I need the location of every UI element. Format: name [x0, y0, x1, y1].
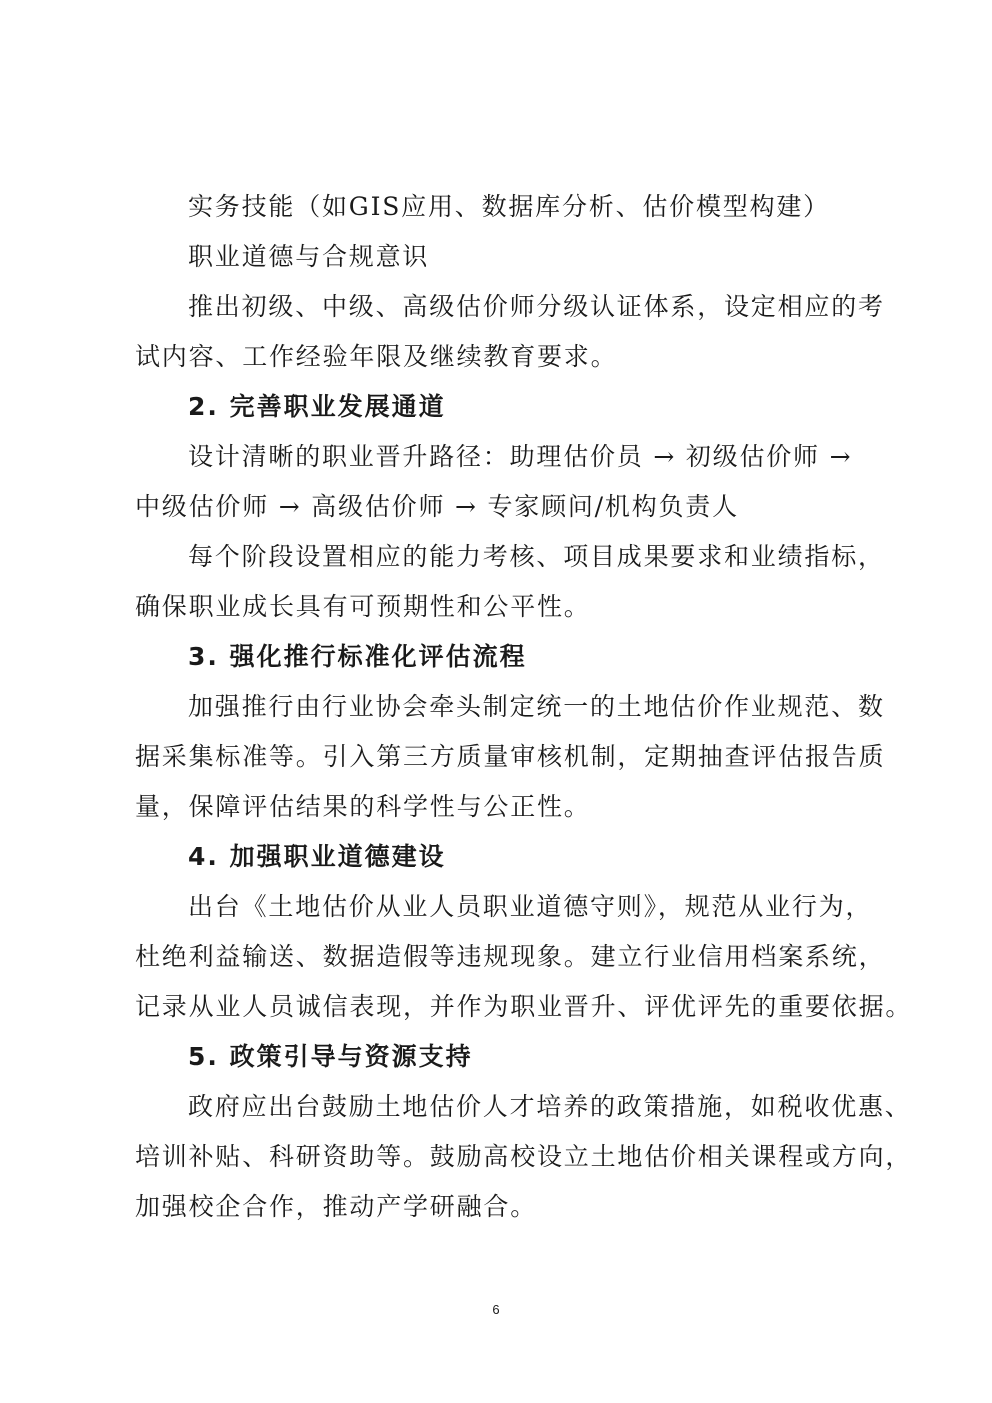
body-line: 加强校企合作，推动产学研融合。: [135, 1192, 538, 1221]
body-line: 杜绝利益输送、数据造假等违规现象。建立行业信用档案系统，: [135, 942, 886, 971]
page-number: 6: [492, 1302, 500, 1317]
body-line: 设计清晰的职业晋升路径：助理估价员 → 初级估价师 →: [188, 442, 853, 471]
body-line: 培训补贴、科研资助等。鼓励高校设立土地估价相关课程或方向，: [135, 1142, 913, 1171]
section-heading: 3. 强化推行标准化评估流程: [188, 642, 527, 671]
body-line: 实务技能（如GIS应用、数据库分析、估价模型构建）: [188, 192, 830, 221]
body-line: 确保职业成长具有可预期性和公平性。: [135, 592, 591, 621]
document-body: [135, 182, 913, 1232]
section-heading: 2. 完善职业发展通道: [188, 392, 446, 421]
body-line: 每个阶段设置相应的能力考核、项目成果要求和业绩指标，: [188, 542, 885, 571]
body-line: 记录从业人员诚信表现，并作为职业晋升、评优评先的重要依据。: [135, 992, 913, 1021]
body-line: 试内容、工作经验年限及继续教育要求。: [135, 342, 618, 371]
body-line: 职业道德与合规意识: [188, 242, 430, 271]
body-line: 量，保障评估结果的科学性与公正性。: [135, 792, 591, 821]
body-line: 中级估价师 → 高级估价师 → 专家顾问/机构负责人: [135, 492, 739, 521]
body-line: 据采集标准等。引入第三方质量审核机制，定期抽查评估报告质: [135, 742, 886, 771]
body-line: 加强推行由行业协会牵头制定统一的土地估价作业规范、数: [188, 692, 885, 721]
section-heading: 5. 政策引导与资源支持: [188, 1042, 473, 1071]
body-line: 推出初级、中级、高级估价师分级认证体系，设定相应的考: [188, 292, 885, 321]
section-heading: 4. 加强职业道德建设: [188, 842, 446, 871]
body-line: 出台《土地估价从业人员职业道德守则》，规范从业行为，: [188, 892, 873, 921]
body-line: 政府应出台鼓励土地估价人才培养的政策措施，如税收优惠、: [188, 1092, 912, 1121]
